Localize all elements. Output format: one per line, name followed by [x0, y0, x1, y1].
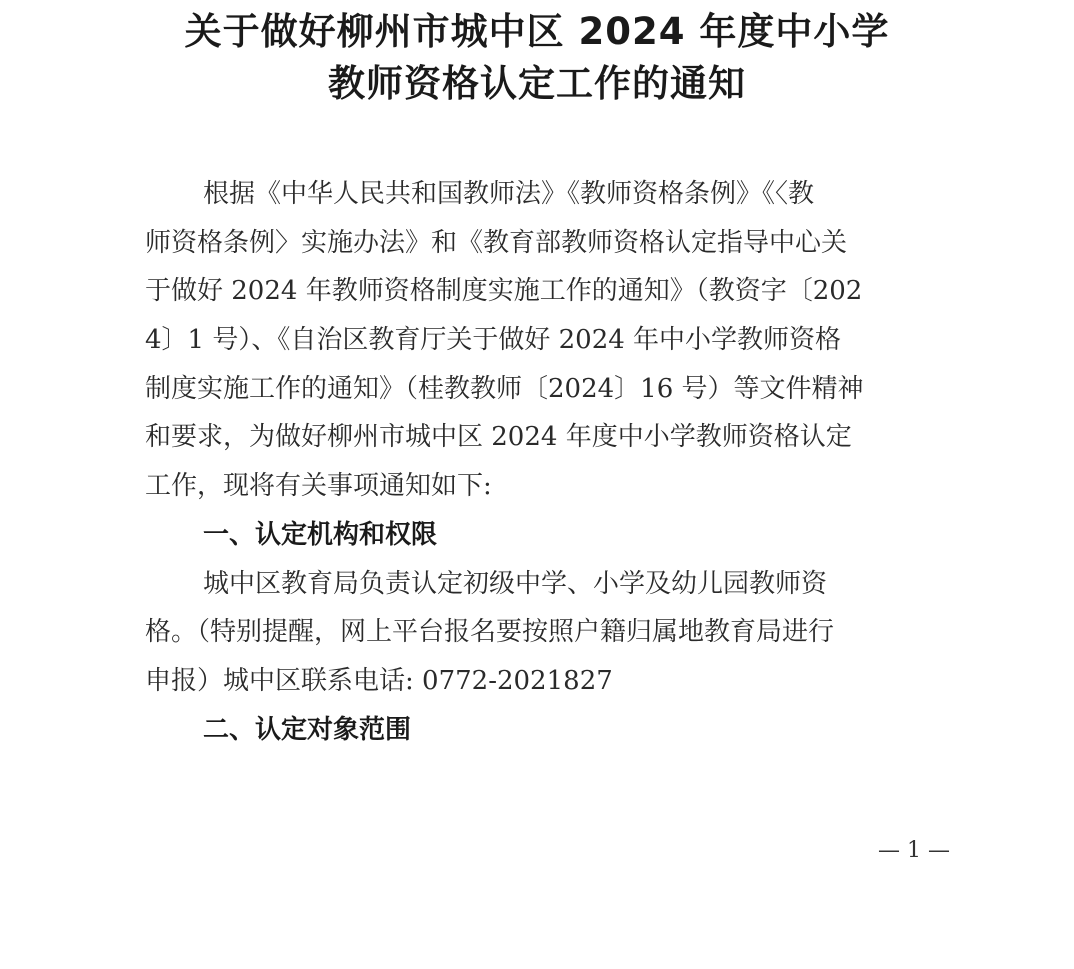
section1-line: 格。（特别提醒，网上平台报名要按照户籍归属地教育局进行: [145, 617, 835, 648]
paragraph-line: 4〕1 号）、《自治区教育厅关于做好 2024 年中小学教师资格: [145, 325, 842, 356]
paragraph-line: 根据《中华人民共和国教师法》《教师资格条例》《〈教: [203, 179, 815, 209]
document-title: [0, 6, 1074, 110]
paragraph-line: 和要求，为做好柳州市城中区 2024 年度中小学教师资格认定: [145, 422, 852, 453]
title-line-1: 关于做好柳州市城中区 2024 年度中小学: [184, 10, 890, 53]
section-heading-2: 二、认定对象范围: [203, 714, 412, 745]
paragraph-line: 工作，现将有关事项通知如下:: [145, 471, 492, 502]
section1-line: 申报）城中区联系电话: 0772-2021827: [145, 665, 613, 696]
section-heading-1: 一、认定机构和权限: [203, 519, 438, 550]
paragraph-line: 制度实施工作的通知》（桂教教师〔2024〕16 号）等文件精神: [145, 373, 864, 404]
title-line-2: 教师资格认定工作的通知: [328, 62, 746, 105]
document-body: [145, 170, 920, 754]
section1-line: 城中区教育局负责认定初级中学、小学及幼儿园教师资: [203, 568, 828, 599]
page-number: — 1 —: [878, 838, 950, 863]
paragraph-line: 师资格条例〉实施办法》和《教育部教师资格认定指导中心关: [145, 227, 848, 258]
paragraph-line: 于做好 2024 年教师资格制度实施工作的通知》（教资字〔202: [145, 276, 863, 307]
